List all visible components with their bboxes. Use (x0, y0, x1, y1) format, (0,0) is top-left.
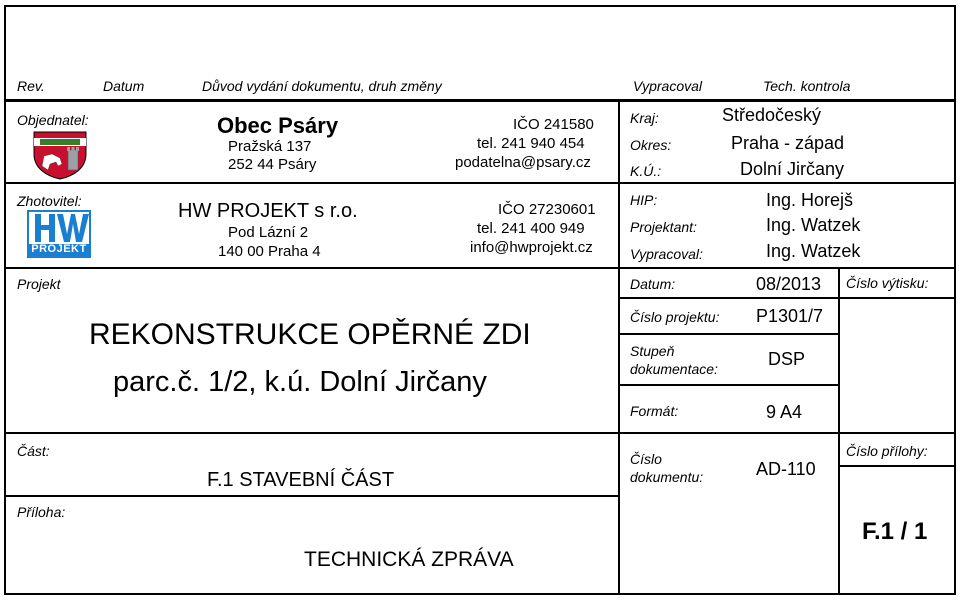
designer-value: Ing. Watzek (766, 215, 861, 235)
client-tel: tel. 241 940 454 (477, 135, 585, 152)
client-name: Obec Psáry (217, 113, 339, 138)
date-value: 08/2013 (756, 274, 822, 294)
rule-location-divider (618, 99, 620, 595)
attachment-no-value: F.1 / 1 (862, 518, 928, 545)
attachment-no-label: Číslo přílohy: (846, 443, 928, 459)
prepared-value: Ing. Watzek (766, 241, 861, 261)
contractor-name: HW PROJEKT s r.o. (178, 200, 358, 222)
prepared-by-header: Vypracoval (633, 78, 703, 94)
project-label: Projekt (17, 276, 61, 292)
project-title-line2: parc.č. 1/2, k.ú. Dolní Jirčany (113, 366, 487, 398)
project-no-value: P1301/7 (756, 306, 824, 326)
contractor-email: info@hwprojekt.cz (470, 239, 593, 256)
district-label: Okres: (630, 137, 672, 153)
client-label: Objednatel: (17, 112, 89, 128)
stage-label-1: Stupeň (630, 343, 675, 359)
cadastre-label: K.Ú.: (630, 163, 662, 179)
format-value: 9 A4 (766, 402, 803, 422)
date-label: Datum: (630, 276, 676, 292)
region-value: Středočeský (722, 105, 822, 125)
frame-left (4, 5, 6, 595)
client-ico: IČO 241580 (513, 116, 594, 133)
part-label: Část: (17, 443, 50, 459)
designer-label: Projektant: (630, 219, 697, 235)
prepared-label: Vypracoval: (630, 246, 703, 262)
reason-header: Důvod vydání dokumentu, druh změny (202, 78, 442, 94)
frame-bottom (4, 593, 956, 595)
rule-under-date (618, 297, 956, 299)
rule-under-attachment-label (838, 465, 956, 467)
hw-projekt-logo-icon (27, 210, 91, 258)
hip-label: HIP: (630, 192, 658, 208)
rule-under-project-no (618, 333, 838, 335)
attachment-label: Příloha: (17, 504, 66, 520)
project-title-line1: REKONSTRUKCE OPĚRNÉ ZDI (89, 318, 531, 351)
stage-label-2: dokumentace: (630, 361, 718, 377)
rule-under-client (4, 182, 618, 184)
district-value: Praha - západ (731, 133, 845, 153)
attachment-value: TECHNICKÁ ZPRÁVA (304, 548, 514, 571)
stage-value: DSP (768, 349, 806, 369)
hw-logo-text: PROJEKT (31, 243, 87, 255)
client-email: podatelna@psary.cz (455, 154, 591, 171)
rule-under-contractor (4, 267, 956, 269)
doc-no-label-2: dokumentu: (630, 469, 704, 485)
contractor-street: Pod Lázní 2 (228, 224, 309, 241)
frame-top (4, 5, 956, 7)
rule-under-part (4, 495, 618, 497)
rule-under-stage (618, 384, 838, 386)
contractor-tel: tel. 241 400 949 (477, 220, 585, 237)
rule-under-revision (4, 99, 956, 102)
client-city: 252 44 Psáry (228, 156, 317, 173)
print-no-label: Číslo výtisku: (846, 275, 929, 291)
contractor-ico: IČO 27230601 (498, 201, 596, 218)
frame-right (954, 5, 956, 595)
rule-right-column (838, 267, 840, 595)
datum-header: Datum (103, 78, 145, 94)
contractor-city: 140 00 Praha 4 (218, 243, 321, 260)
tech-check-header: Tech. kontrola (763, 78, 851, 94)
format-label: Formát: (630, 403, 679, 419)
coat-of-arms-icon (30, 130, 90, 180)
client-street: Pražská 137 (228, 138, 312, 155)
contractor-label: Zhotovitel: (17, 193, 82, 209)
rule-under-project (4, 432, 956, 434)
region-label: Kraj: (630, 110, 659, 126)
rev-header: Rev. (17, 78, 45, 94)
doc-no-label-1: Číslo (630, 451, 662, 467)
part-value: F.1 STAVEBNÍ ČÁST (207, 469, 395, 491)
cadastre-value: Dolní Jirčany (740, 159, 845, 179)
project-no-label: Číslo projektu: (630, 309, 720, 325)
hip-value: Ing. Horejš (766, 190, 854, 210)
rule-under-location (618, 182, 956, 184)
doc-no-value: AD-110 (756, 459, 816, 479)
